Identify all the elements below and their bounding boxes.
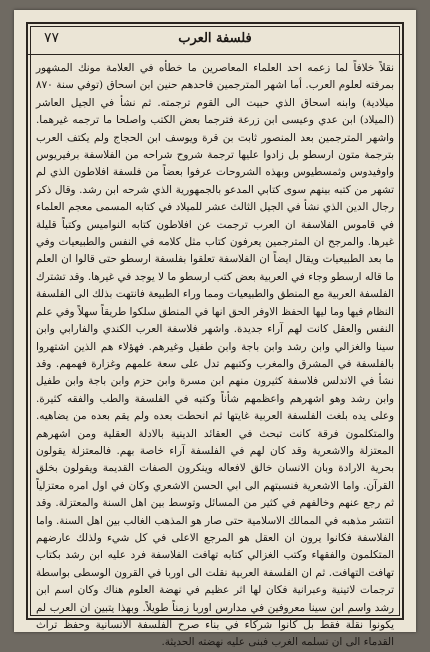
running-title: فلسفة العرب	[178, 31, 252, 46]
body-text	[36, 60, 394, 649]
page-number: ٧٧	[44, 30, 60, 46]
body-paragraph: نقلاً خلافاً لما زعمه احد العلماء المعاصرين ما خطأه في العلامة مونك المشهور بمرفته لعلوم العرب. أما اشهر المترجمين فاحدهم حنين ابن اسحاق (توفي سنة ٨٧٠ ميلادية) وابنه اسحاق الذي حبيت الى القوم ترجمته. ثم نشأ في الجيل العاشر (الميلاد) ابن عدي وعيسى ابن زرعة فترجما بعض الكتب واصلحا ما ترجمه غيرهما. واشهر المترجمين بعد المنصور ثابت بن قرة ويوسف ابن الحجاج ولم يكتف العرب بترجمة متون ارسطو بل زادوا عليها ترجمة شروح شراحه من الفلاسفة برفيريوس واوفيدوس وثمسطيوس وبهذه الشروحات عرفوا بعضاً من فلسفة افلاطون الذي لم تشهر من كتبه بينهم سوى كتابي المدعو بالجمهورية الذي شرحه ابن رشد. وقال ذكر رجال الدين الذي نشأ في الجيل الثالث عشر للميلاد في كتابه المسمى معجم العلماء في قاموس الفلاسفة ان العرب ترجمت عن افلاطون كتابه النواميس وكتباً قليلة غيرها. والمرجح ان المترجمين يعرفون كتاب مثل كلامه في النفس والطبيعيات وفي ما بعد الطبيعيات ويقال ايضاً ان الفلاسفة تعلقوا بفلسفة ارسطو حتى قالوا ان العلم ما قاله ارسطو وجاء في العربية بعض كتب ارسطو ما لا يوجد في غيرها. وقد تشترك الفلسفة العربية مع المنطق والطبيعيات ومما وراء الطبيعة فانتهت بذلك الى الفلسفة النظام فيها وما ليها الحفظ الاوفر الحق انها في المنطق سلكوا طريقاً سهلاً وفي علم النفس والعقل كانت لهم آراء جديدة. واشهر فلاسفة العرب الكندي والفارابي وابن سينا والغزالي وابن رشد وابن باجة وابن طفيل وغيرهم. فهؤلاء هم الذين اشتهروا بالفلسفة في المشرق والمغرب وكتبهم تدل على سعة علمهم وغزارة فهمهم. وقد نشأ في الاندلس فلاسفة كثيرون منهم ابن مسرة وابن حزم وابن باجة وابن طفيل وابن رشد وهو اشهرهم واعظمهم شأناً وكتبه في الفلسفة والطب والفقه كثيرة. وعلى يده بلغت الفلسفة العربية غايتها ثم انحطت بعده ولم يقم بعده من يضاهيه. والمتكلمون فرقة كانت تبحث في العقائد الدينية بالادلة العقلية ومن اشهرهم المعتزلة والاشعرية وقد كان لهم في الفلسفة آراء خاصة بهم. فالمعتزلة يقولون بحرية الارادة وبان الانسان خالق لافعاله وينكرون الصفات القديمة ويقولون بخلق القرآن. واما الاشعرية فنسبتهم الى ابي الحسن الاشعري وكان في اول امره معتزلياً ثم رجع عنهم وخالفهم في كثير من المسائل وتوسط بين اهل السنة والمعتزلة. وقد انتشر مذهبه في الممالك الاسلامية حتى صار هو المذهب الغالب بين اهل السنة. واما الفلاسفة فكانوا يرون ان العقل هو المرجع الاعلى في كل شيء ولذلك عارضهم المتكلمون والفقهاء وكتب الغزالي كتابه تهافت الفلاسفة فرد عليه ابن رشد بكتاب تهافت التهافت. ثم ان الفلسفة العربية نقلت الى اوربا في القرون الوسطى بواسطة ترجمات لاتينية وعبرانية فكان لها اثر عظيم في نهضة العلوم هناك وكان اسم ابن رشد واسم ابن سينا معروفين في مدارس اوربا زمناً طويلاً. وبهذا يتبين ان العرب لم يكونوا نقلة فقط بل كانوا شركاء في بناء صرح الفلسفة الانسانية وحفظ تراث القدماء الى ان تسلمه الغرب فبنى عليه نهضته الحديثة.	[36, 62, 394, 649]
document-page	[14, 10, 416, 649]
page-border-frame	[26, 22, 404, 649]
page-header	[28, 24, 402, 55]
